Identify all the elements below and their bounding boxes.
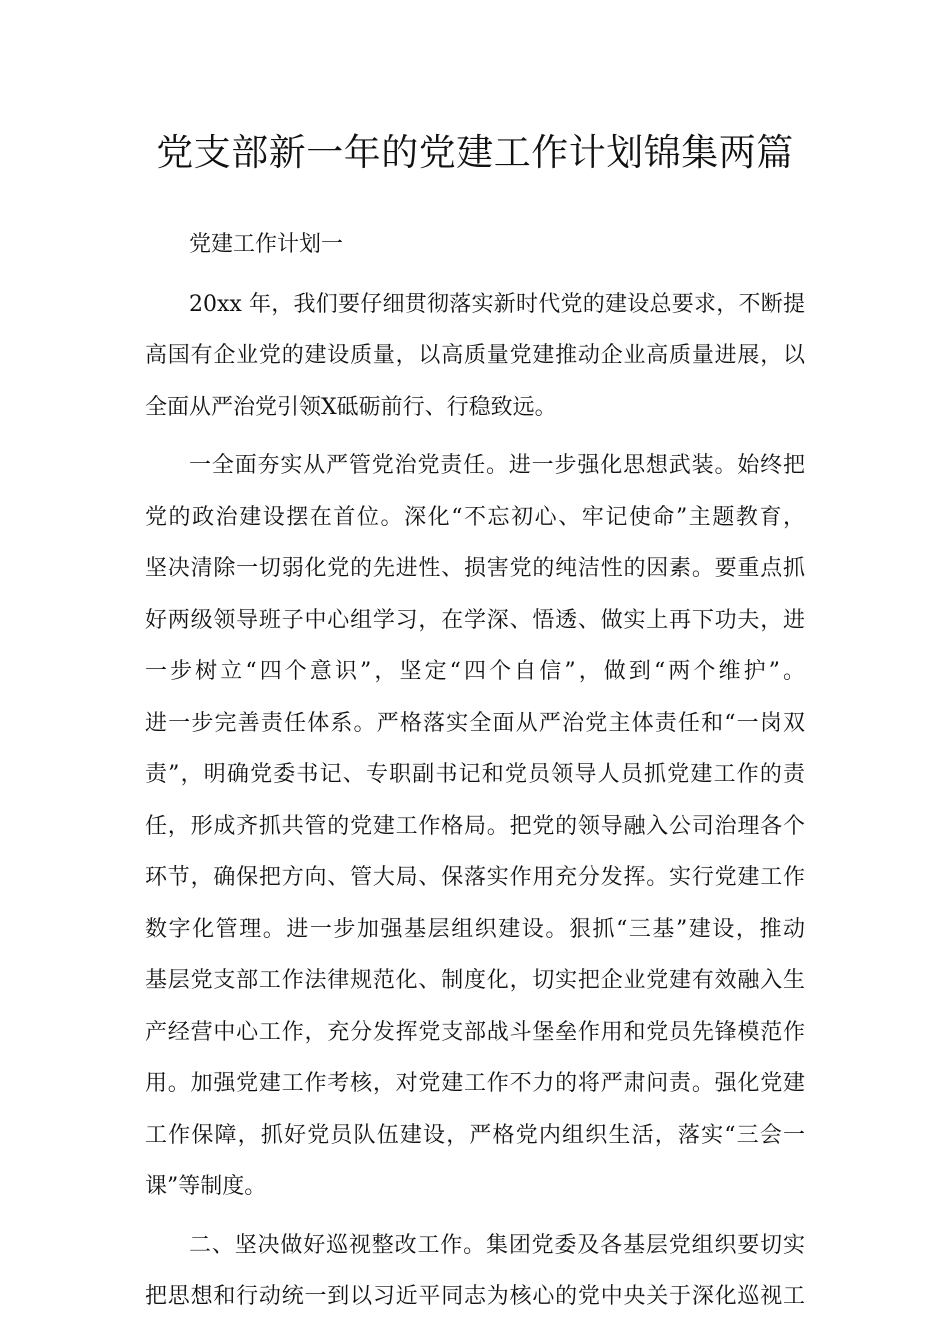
- text-line: 20xx 年，我们要仔细贯彻落实新时代党的建设总要求，不断提: [189, 291, 805, 317]
- text-line: 数字化管理。进一步加强基层组织建设。狠抓“三基”建设，推动: [145, 916, 805, 942]
- document-page: [145, 0, 805, 1344]
- document-body: [145, 219, 805, 1323]
- paragraph-intro: [145, 279, 805, 434]
- text-line: 把思想和行动统一到以习近平同志为核心的党中央关于深化巡视工: [145, 1284, 805, 1309]
- text-line: 二、坚决做好巡视整改工作。集团党委及各基层党组织要切实: [189, 1232, 805, 1258]
- text-line: 用。加强党建工作考核，对党建工作不力的将严肃问责。强化党建: [145, 1071, 805, 1096]
- text-line: 好两级领导班子中心组学习，在学深、悟透、做实上再下功夫，进: [145, 607, 805, 633]
- text-line: 基层党支部工作法律规范化、制度化，切实把企业党建有效融入生: [145, 968, 805, 993]
- paragraph-responsibility: [145, 440, 805, 1213]
- text-line: 坚决清除一切弱化党的先进性、损害党的纯洁性的因素。要重点抓: [145, 556, 805, 581]
- text-line: 一全面夯实从严管党治党责任。进一步强化思想武装。始终把: [189, 453, 805, 478]
- paragraph-inspection: [145, 1220, 805, 1323]
- document-title: 党支部新一年的党建工作计划锦集两篇: [156, 131, 794, 174]
- section-heading: 党建工作计划一: [189, 232, 344, 257]
- text-line: 产经营中心工作，充分发挥党支部战斗堡垒作用和党员先锋模范作: [145, 1019, 805, 1045]
- text-line: 工作保障，抓好党员队伍建设，严格党内组织生活，落实“三会一: [145, 1122, 805, 1148]
- text-line: 进一步完善责任体系。严格落实全面从严治党主体责任和“一岗双: [145, 710, 805, 736]
- text-line: 责”，明确党委书记、专职副书记和党员领导人员抓党建工作的责: [145, 762, 805, 787]
- text-line: 课”等制度。: [145, 1174, 267, 1199]
- text-line: 党的政治建设摆在首位。深化“不忘初心、牢记使命”主题教育，: [145, 504, 805, 530]
- text-line: 环节，确保把方向、管大局、保落实作用充分发挥。实行党建工作: [145, 865, 805, 890]
- text-line: 任，形成齐抓共管的党建工作格局。把党的领导融入公司治理各个: [145, 813, 805, 839]
- text-line: 全面从严治党引领X砥砺前行、行稳致远。: [145, 394, 557, 420]
- text-line: 一步树立“四个意识”，坚定“四个自信”，做到“两个维护”。: [145, 659, 805, 684]
- text-line: 高国有企业党的建设质量，以高质量党建推动企业高质量进展，以: [145, 343, 805, 368]
